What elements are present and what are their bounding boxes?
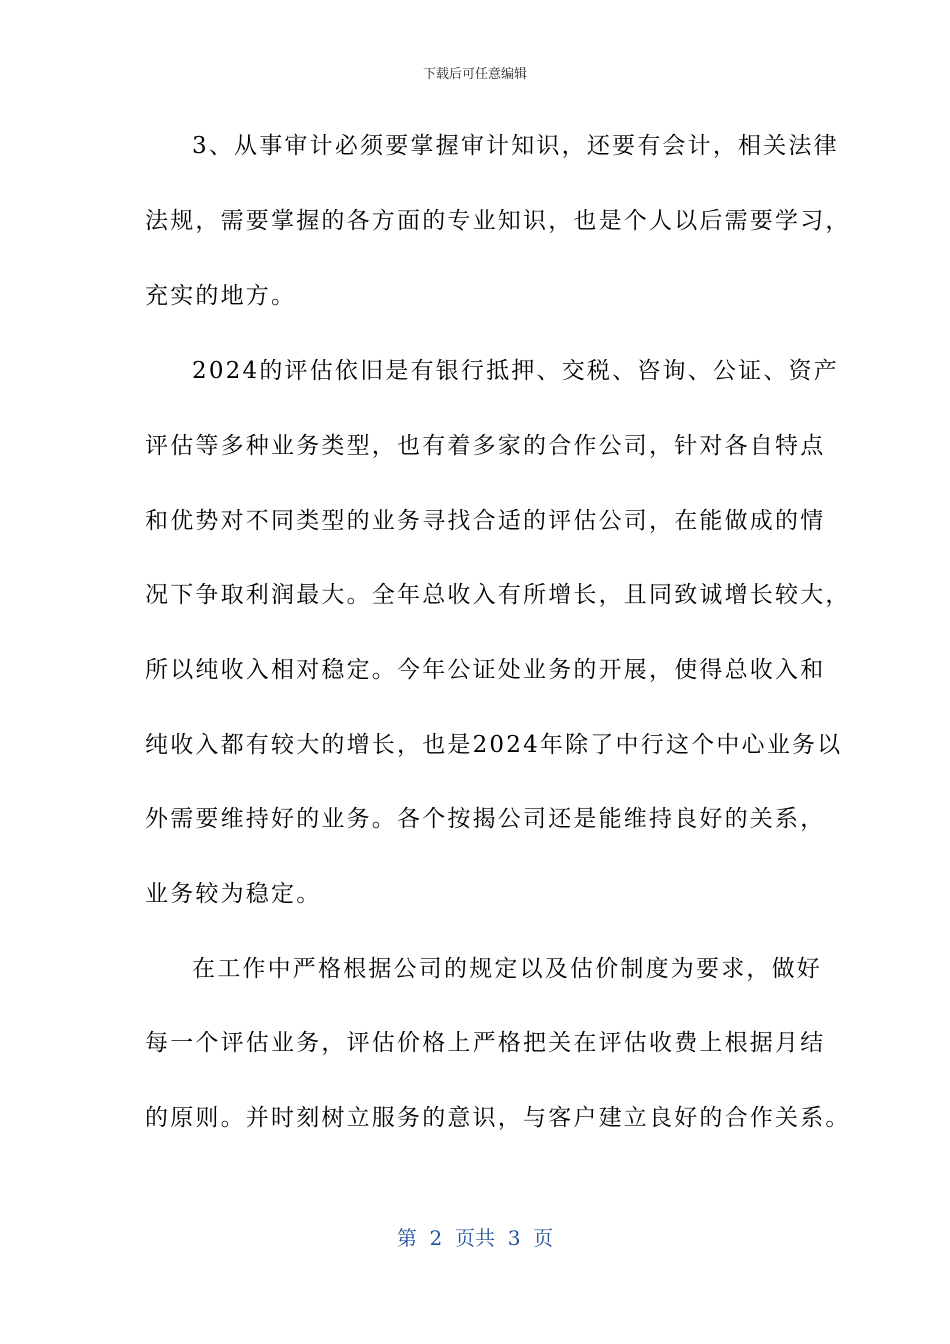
paragraph-line: 纯收入都有较大的增长，也是2024年除了中行这个中心业务以 xyxy=(145,732,843,758)
paragraph-line: 的原则。并时刻树立服务的意识，与客户建立良好的合作关系。 xyxy=(145,1105,851,1131)
paragraph-line: 在工作中严格根据公司的规定以及估价制度为要求，做好 xyxy=(192,956,822,982)
paragraph-line: 外需要维持好的业务。各个按揭公司还是能维持良好的关系， xyxy=(145,806,826,832)
paragraph-line: 况下争取利润最大。全年总收入有所增长，且同致诚增长较大， xyxy=(145,582,851,608)
paragraph-line: 2024的评估依旧是有银行抵押、交税、咨询、公证、资产 xyxy=(192,358,839,384)
paragraph-line: 充实的地方。 xyxy=(145,283,297,309)
header-note: 下载后可任意编辑 xyxy=(422,67,527,82)
paragraph-line: 和优势对不同类型的业务寻找合适的评估公司，在能做成的情 xyxy=(145,508,826,534)
paragraph-line: 评估等多种业务类型，也有着多家的合作公司，针对各自特点 xyxy=(145,433,826,459)
paragraph-line: 所以纯收入相对稳定。今年公证处业务的开展，使得总收入和 xyxy=(145,657,826,683)
paragraph-line: 业务较为稳定。 xyxy=(145,881,322,907)
paragraph-line: 法规，需要掌握的各方面的专业知识，也是个人以后需要学习， xyxy=(145,208,851,234)
paragraph-line: 每一个评估业务，评估价格上严格把关在评估收费上根据月结 xyxy=(145,1030,826,1056)
paragraph-line: 3、从事审计必须要掌握审计知识，还要有会计，相关法律 xyxy=(192,133,839,159)
page-number-footer: 第 2 页共 3 页 xyxy=(396,1226,554,1250)
